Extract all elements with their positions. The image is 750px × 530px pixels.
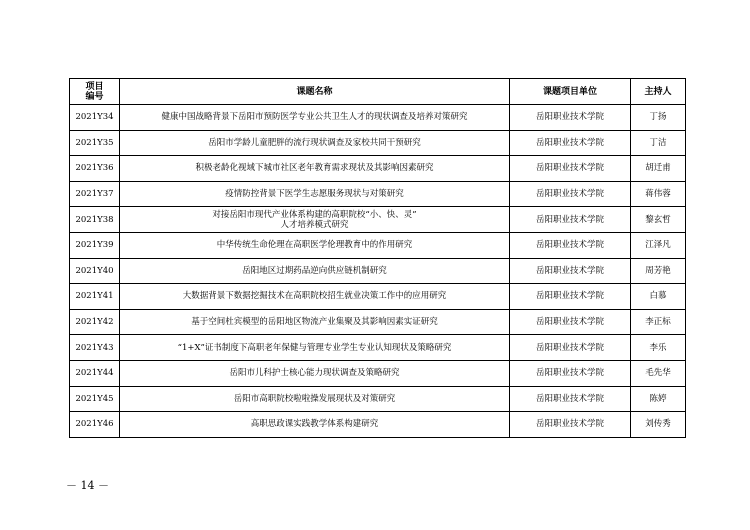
project-unit-cell: 岳阳职业技术学院 — [510, 156, 631, 182]
project-code-cell: 2021Y36 — [70, 156, 120, 182]
project-host-cell: 黎玄哲 — [631, 207, 686, 233]
project-title-line: 岳阳市高职院校啦啦操发展现状及对策研究 — [233, 393, 396, 404]
project-title-cell — [120, 232, 510, 258]
table-row — [70, 130, 686, 156]
project-code-cell: 2021Y38 — [70, 207, 120, 233]
project-code-cell: 2021Y37 — [70, 181, 120, 207]
project-title-cell — [120, 360, 510, 386]
project-host-cell: 李乐 — [631, 335, 686, 361]
project-title-cell — [120, 258, 510, 284]
project-code-cell: 2021Y42 — [70, 309, 120, 335]
project-unit-cell: 岳阳职业技术学院 — [510, 258, 631, 284]
table-row — [70, 207, 686, 233]
project-unit-cell: 岳阳职业技术学院 — [510, 386, 631, 412]
project-title-line: 高职思政课实践教学体系构建研究 — [250, 419, 379, 430]
header-code-line: 编号 — [85, 91, 104, 102]
project-unit-cell: 岳阳职业技术学院 — [510, 360, 631, 386]
project-code-cell: 2021Y41 — [70, 284, 120, 310]
project-title-line: 疫情防控背景下医学生志愿服务现状与对策研究 — [225, 189, 404, 200]
project-title-cell — [120, 130, 510, 156]
project-code-cell: 2021Y35 — [70, 130, 120, 156]
project-host-cell: 陈婷 — [631, 386, 686, 412]
table-row — [70, 412, 686, 438]
project-code-cell: 2021Y34 — [70, 105, 120, 131]
table-header-row — [70, 79, 686, 105]
project-unit-cell: 岳阳职业技术学院 — [510, 130, 631, 156]
table-row — [70, 309, 686, 335]
project-code-cell: 2021Y46 — [70, 412, 120, 438]
project-title-line: 人才培养模式研究 — [280, 219, 349, 230]
project-title-line: 岳阳地区过期药品逆向供应链机制研究 — [242, 265, 387, 276]
project-unit-cell: 岳阳职业技术学院 — [510, 309, 631, 335]
project-title-cell — [120, 412, 510, 438]
project-title-line: 基于空间杜宾模型的岳阳地区物流产业集聚及其影响因素实证研究 — [191, 317, 438, 328]
project-unit-cell: 岳阳职业技术学院 — [510, 335, 631, 361]
project-title-line: “1+X”证书制度下高职老年保健与管理专业学生专业认知现状及策略研究 — [177, 342, 452, 353]
header-code-line: 项目 — [85, 81, 104, 92]
project-code-cell: 2021Y45 — [70, 386, 120, 412]
project-title-line: 岳阳市儿科护士核心能力现状调查及策略研究 — [229, 368, 400, 379]
project-host-cell: 刘传秀 — [631, 412, 686, 438]
project-code-cell: 2021Y39 — [70, 232, 120, 258]
project-host-cell: 周芳艳 — [631, 258, 686, 284]
project-unit-cell: 岳阳职业技术学院 — [510, 105, 631, 131]
project-host-cell: 丁扬 — [631, 105, 686, 131]
table-row — [70, 335, 686, 361]
project-title-cell — [120, 156, 510, 182]
header-title: 课题名称 — [120, 79, 510, 105]
project-title-cell — [120, 105, 510, 131]
project-host-cell: 白慕 — [631, 284, 686, 310]
project-host-cell: 毛先华 — [631, 360, 686, 386]
project-title-line: 对接岳阳市现代产业体系构建的高职院校“小、快、灵” — [212, 209, 417, 220]
project-title-cell — [120, 284, 510, 310]
project-code-cell: 2021Y43 — [70, 335, 120, 361]
project-host-cell: 丁洁 — [631, 130, 686, 156]
page-number: － 14 － — [66, 479, 109, 492]
header-code — [70, 79, 120, 105]
table-row — [70, 386, 686, 412]
project-title-line: 健康中国战略背景下岳阳市预防医学专业公共卫生人才的现状调查及培养对策研究 — [161, 112, 468, 123]
project-title-line: 中华传统生命伦理在高职医学伦理教育中的作用研究 — [216, 240, 413, 251]
project-host-cell: 胡迁甫 — [631, 156, 686, 182]
table-row — [70, 360, 686, 386]
header-host: 主持人 — [631, 79, 686, 105]
table-row — [70, 284, 686, 310]
project-title-cell — [120, 386, 510, 412]
project-host-cell: 江泽凡 — [631, 232, 686, 258]
project-title-cell — [120, 181, 510, 207]
project-host-cell: 蒋伟蓉 — [631, 181, 686, 207]
table-row — [70, 105, 686, 131]
project-unit-cell: 岳阳职业技术学院 — [510, 207, 631, 233]
table-row — [70, 232, 686, 258]
table-body — [70, 105, 686, 438]
project-code-cell: 2021Y44 — [70, 360, 120, 386]
table-row — [70, 156, 686, 182]
project-title-line: 积极老龄化视域下城市社区老年教育需求现状及其影响因素研究 — [195, 163, 434, 174]
project-unit-cell: 岳阳职业技术学院 — [510, 181, 631, 207]
project-title-cell — [120, 335, 510, 361]
project-unit-cell: 岳阳职业技术学院 — [510, 412, 631, 438]
table-row — [70, 258, 686, 284]
project-title-cell — [120, 309, 510, 335]
project-code-cell: 2021Y40 — [70, 258, 120, 284]
project-host-cell: 李正标 — [631, 309, 686, 335]
project-title-cell — [120, 207, 510, 233]
project-unit-cell: 岳阳职业技术学院 — [510, 284, 631, 310]
project-title-line: 大数据背景下数据挖掘技术在高职院校招生就业决策工作中的应用研究 — [182, 291, 447, 302]
table-row — [70, 181, 686, 207]
project-unit-cell: 岳阳职业技术学院 — [510, 232, 631, 258]
project-table — [69, 78, 686, 438]
project-title-line: 岳阳市学龄儿童肥胖的流行现状调查及家校共同干预研究 — [208, 137, 421, 148]
header-unit: 课题项目单位 — [510, 79, 631, 105]
